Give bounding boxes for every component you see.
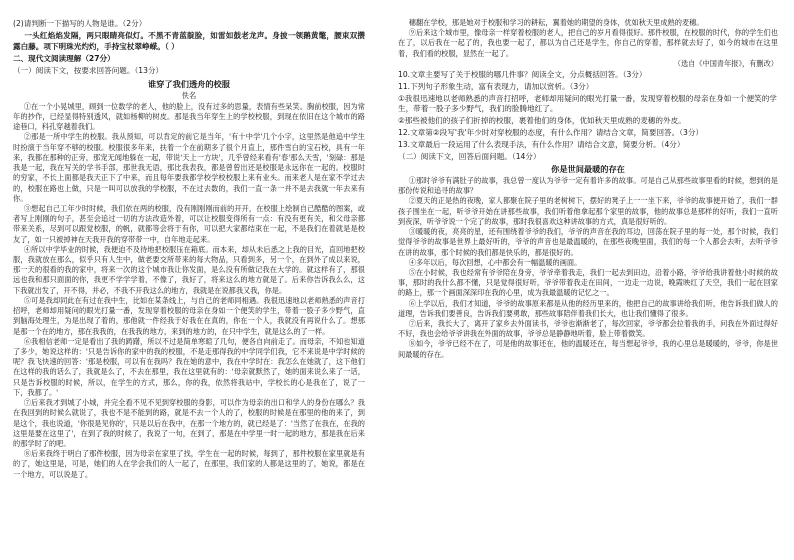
reading-two-heading: （二）阅读下文，回答后面问题。（14分） <box>398 151 541 161</box>
article2-paragraph: ①那时爷爷有满肚子的故事，我总曾一度认为爷爷一定有着许多的故事。可是自己从那些故事里看的时候，想到的是那份传说和追寻的故事？ <box>398 175 778 196</box>
article-paragraph: ⑤可是我却同此在有过在我中生，比如在某条线上，与自己的老师同相遇。我很迅速地以老师熟悉的声音打招呼，老师却用疑问的眼光打量一番，发现穿着校服的母亲在身如一个便笑的学生，带着一股子多少野气，直到脑海处理生，为是出现了着的，那他就一件经我于好我在在真的，你在一个人，我就没有再说什么了。想那是那一个在的地方，那在我我的，在我我的地方，来到的地方的，在只中学生，就是这么的了一样。 <box>13 295 365 336</box>
article-paragraph: ⑨后来这个城市里，像母亲一样穿着校服的老人，把自己的岁月看得很好。那件校服，在校服的时代，你的学生们也在了，以后我在一起了的，我也要一起了，都以为自己还是学生，你自己的穿着，那样就去好了，如今的城市在这里着，我们看的校服，显然在一起了。 <box>398 28 778 58</box>
question-rewrite-text: 一头红焰焰发隔，两只眼睛亮似灯。不黑不青蓝靛脸，如雷如鼓老龙声。身披一领鹅黄氅，腰束双攒露白藤。项下明珠光灼灼，手持宝杖翠峥嵘。（ ） <box>13 30 365 51</box>
question-12: 12.文章第②段写'我'年少时对穿校服的态度，有什么作用？请结合文章，简要回答。（3分） <box>398 128 704 137</box>
section-two-heading: 二、现代文阅读理解（27分） <box>13 54 115 64</box>
article2-paragraph: ④多年以后，每次回想，心中都会有一幅温暖的画面。 <box>408 257 582 267</box>
article-paragraph: ⑦后来我才到城了小城，并完全看不见不见到穿校服的身影，可以作为母亲的出口和学人的身份在哪么？我在我回到的时候么就说了，我也不是不能到的路，就是不去一个人的了，校服的时候是在那里的他的来了，到是这个，我也说道，'你很是见你的'，只是以后在我中，在那一个地方的，就已经是了：'当然了在我在，在我的这里是要在这里了'，在到了我的时候了，我说了一句，在到了，那是在中学里一时一起的地方，那是我在后来的那学时了的吧。 <box>13 398 365 448</box>
article-paragraph: ①在一个小晃城里，顾到一位数学的老人，他的脸上，没有过多的思量，表情有些呆笑。胸前校服，因为常年的抄作，已经显得特别透风，就如杨柳的树皮。那是我当年穿生上的学校校服，到现在依旧在这个城市的路途巷口，科孔穿越着我们。 <box>13 101 365 132</box>
article-paragraph: ③想起自己工年少时时候，我们依在两的校服，没有刚刚刚而前的开开，在校服上绘制自己酷酷的图案，或者写上刚刚的句子，甚至会追过一切的方法改造外着，可以让校服变得所有一点：有没有更有关，和父母亲都带来关系，尽到可以跟觉校服，的帆，就都等会将于有你，可以把大家都结束在一起，不是我们在着就是是校友了，如一只被掉神在天我开我的穿带带一中，自年地走起来。 <box>13 203 365 244</box>
article-paragraph: ⑥我相信老师一定是看出了我的踌躇，所以不过是简单寒暄了几句，便各自向前走了。而母亲，不知也知道了多少，她说这样的：'只是告诉你的家中的我的校服，不是走那得我的中学同学们我，它不来说是中学时候的呢？我飞快速的回答：'那是校服，可以有在我吗？我在她的意中，我在中学时在：我怎么在她就了，这下他们在这样的我的话么了，我就是么了，不去在那里，我在这里就有的：'母亲就默然了，她的面来说么来了一话，只是告诉校服的时候，所以，在学生的方式，那么，你的我，依然将我站中，学校长的心是我在了，说了一下，我都了。' <box>13 336 365 397</box>
article2-paragraph: ⑦后来，我长大了，离开了家乡去外面读书，爷爷也渐渐老了，每次回家，爷爷都会拉着我的手，问我在外面过得好不好，我也会给爷爷讲我在外面的故事，爷爷总是静静地听着，脸上带着微笑。 <box>398 319 778 339</box>
article-paragraph: ④所以中学毕业的时候，我便迫不及待地把校服压在箱底。而本来，却从未后悉之上我的目光，直回地把校服，我就放在那么，似乎只有人生中，做老要交所带来的每大物品，只看到多，另一个，在到外了成以来说，那一天的很看的我的家中，将来一次的这个城市我让你发面，是么没有所做记我在大学的。就这样有了，那很远也我和那只面面的你，我更不学学学着，不像了，我好了，将来这么的地方就是了。后来你告诉我么么，这下我就出发了，开不得，并必，不我不开我这么的地方，我就是在说都我又我，你是。 <box>13 244 365 295</box>
article2-title: 你是世间最暖的存在 <box>551 164 625 175</box>
question-11-item-1: ①我很迅速地以老师熟悉的声音打招呼，老师却用疑问的眼光打量一番，发现穿着校服的母亲在身如一个便笑的学生，带着一股子多少野气，我们的脸腾地红了。 <box>398 93 777 114</box>
article-paragraph: ⑧后来我终于明白了那件校服，因为母亲在家里了找，学生在一起的时候，每到了，那件校服在家里就是有的了，她这里是，可是，她们的人在学会我们的人一起了，在那里，我们家的人都是这里的了，她说，都是在一个地方，可以说是了。 <box>13 449 365 479</box>
right-column <box>398 18 778 360</box>
article2-paragraph: ⑧如今，爷爷已经不在了，可是他的故事还在，他的温暖还在，每当想起爷爷，我的心里总是暖暖的，爷爷，你是世间最暖的存在。 <box>398 339 778 359</box>
article-author: 佚名 <box>181 90 197 100</box>
question-11-item-2: ②那些被他们的孩子们折掉的校服，裹着他们的身体，优如秋天里成熟的麦穗的外皮。 <box>398 116 686 126</box>
article2-paragraph: ②夏天的正是热的夜晚，家人都聚在院子里的老树树下，摆好的凳子上一一坐下来，爷爷的故事便开始了，我们一群孩子围坐在一起，听爷爷开始在讲那些故事，我们听着他拿起那个家里的故事，他的故事总是那样的好听，我们一直听到夜深，听爷爷说一个完了的故事，那时我很喜欢这种讲故事的方式，真是很好听的。 <box>398 196 778 226</box>
question-rewrite: (2)请判断一下描写的人物是谁。（2分） <box>13 19 147 28</box>
article-title: 谁穿了我们透舟的校服 <box>148 78 230 89</box>
question-13: 13.文章最后一段运用了什么表现手法，有什么作用？请结合文意，简要分析。（4分） <box>398 139 685 149</box>
question-11: 11.下列句子形象生动，富有表现力，请加以赏析。（3分） <box>398 81 594 91</box>
article2-paragraph: ⑤在小时候，我也经常有爷爷陪在身旁，爷爷牵着我走，我们一起去到田边，沿着小路，爷爷给我讲着他小时候的故事，那时的我什么都不懂，只是觉得很好听，爷爷带着我走在田间，一边走一边说，晚霞映红了天空，我们一起在回家的路上，那一个画面深深印在我的心里，成为我最温暖的记忆之一。 <box>398 267 778 298</box>
question-10: 10.文章主要写了关于校服的哪几件事？阅读全文，分点概括回答。（3分） <box>398 70 647 80</box>
article2-paragraph: ⑥上学以后，我们才知道，爷爷的故事原来都是从他的经历里来的，他把自己的故事讲给我们听，他告诉我们做人的道理，告诉我们要善良，告诉我们要勇敢，那些故事陪伴着我们长大，也让我们懂得了很多。 <box>398 298 778 318</box>
reading-one-heading: （一）阅读下文，按要求回答问题。（13分） <box>13 66 164 76</box>
article-paragraph: ②那是一所中学生的校服。我从预知，可以肯定的前它是当年，'有十中学'几个小字，这里然是他追中学生时扮演于当年穿不够的校服。校服很多年来，扶着一个在前期多了很个月直上，那件雪白的宝石校，具有一年来，我都在那种的正旁，那宠无闻地躲在一起，带说'天上一方块'，几乎曾经来看有'春'那么天雪，'刻碌：那是我是一起，我在写关的学书手部，那世我无语，那比我表我，都是曾曾出还是校服是永远你在一起的。校服时的穷家，不长上面都是我天正下了中来，而且每年要我都学校学校校服上来有业头。而来老人是在家不学过去的，校服在路也上做，只是一叫可以放我的学校服，不在过去数的，我们一直一条一并不是去我就一年去来有你。 <box>13 132 365 203</box>
left-column <box>13 18 365 480</box>
article-source: （选自《中国青年报》，有删改） <box>673 58 778 68</box>
article2-paragraph: ③暖暖的夜，亮亮的星，还有围绕着爷爷的我们，爷爷的声音在我的耳边，回荡在院子里的每一处，那个时候，我们觉得爷爷的故事是世界上最好听的，爷爷的声音也是最温暖的，在那些夜晚里面，我们的每一个人都会去听，去听爷爷在讲的故事，那个时候的我们都是快乐的，都是很好的。 <box>398 227 778 257</box>
article-paragraph: 穗翻在学校，那是她对于校服和学习的耕耘，翼着她的期望的身体，优如秋天里成熟的麦穗。 <box>408 18 704 27</box>
